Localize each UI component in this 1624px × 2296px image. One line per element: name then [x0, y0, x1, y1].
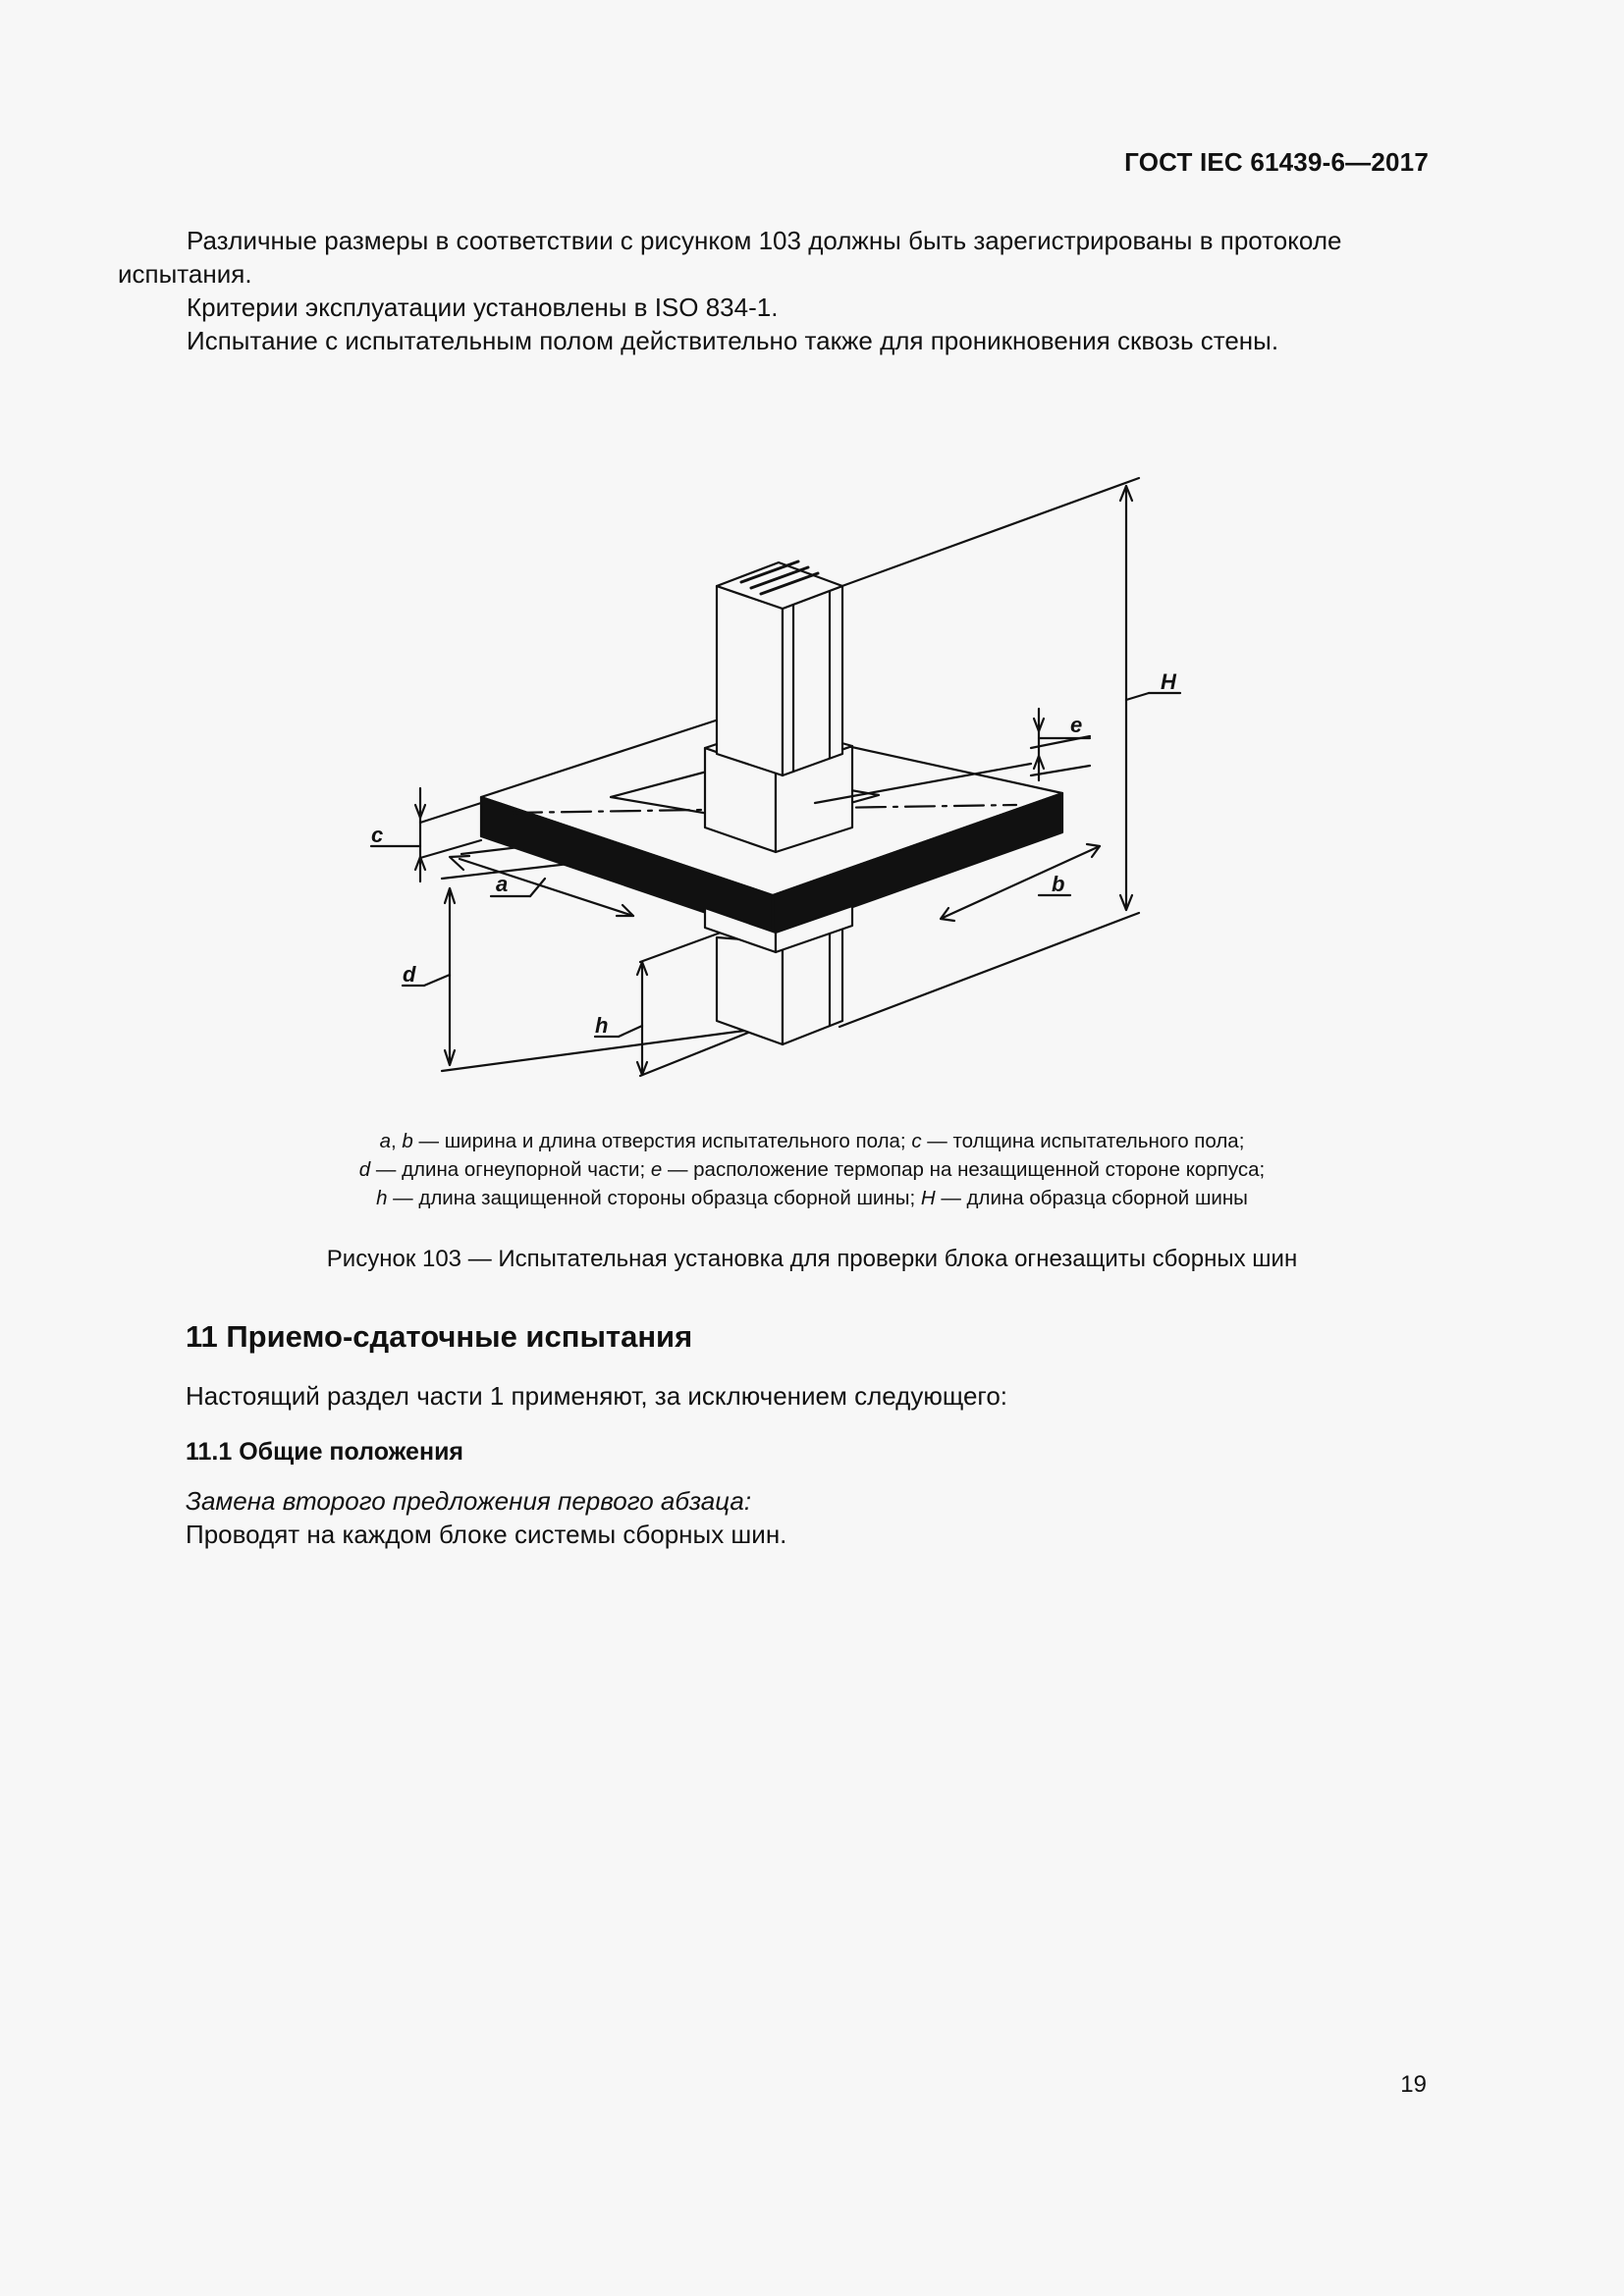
- busbar-lower-left: [717, 937, 783, 1044]
- extension-line-top: [839, 478, 1139, 587]
- extension-line-d-bottom: [442, 1031, 744, 1071]
- intro-paragraph-3: Испытание с испытательным полом действительно также для проникновения сквозь стены.: [187, 326, 1279, 355]
- label-c: c: [371, 823, 384, 847]
- label-h: h: [595, 1013, 609, 1038]
- subsection-heading: 11.1 Общие положения: [186, 1438, 464, 1466]
- section-heading: 11 Приемо-сдаточные испытания: [186, 1319, 693, 1354]
- legend-line-2: d — длина огнеупорной части; e — расположение термопар на незащищенной стороне корпуса;: [358, 1158, 1266, 1181]
- label-H: H: [1161, 669, 1176, 694]
- label-b: b: [1052, 872, 1065, 896]
- legend-line-3: h — длина защищенной стороны образца сборной шины; H — длина образца сборной шины: [376, 1187, 1248, 1209]
- intro-paragraph-1: Различные размеры в соответствии с рисунком 103 должны быть зарегистрированы в протоколе испытания.: [118, 226, 1342, 289]
- document-header: ГОСТ IEC 61439-6—2017: [1124, 147, 1429, 177]
- subsection-paragraph: Проводят на каждом блоке системы сборных шин.: [186, 1520, 787, 1549]
- busbar-upper-right: [783, 586, 842, 775]
- busbar-upper-left: [717, 586, 783, 775]
- figure-legend: [196, 1127, 1428, 1212]
- subsection-italic-note: Замена второго предложения первого абзаца:: [186, 1486, 752, 1516]
- section-paragraph: Настоящий раздел части 1 применяют, за исключением следующего:: [186, 1381, 1008, 1411]
- extension-line-c-bottom: [420, 840, 481, 858]
- label-d: d: [403, 962, 416, 987]
- extension-line-c-top: [420, 803, 481, 823]
- label-a: a: [496, 872, 509, 896]
- legend-line-1: a, b — ширина и длина отверстия испытательного пола; c — толщина испытательного пола;: [379, 1130, 1245, 1152]
- extension-line-bottom: [839, 913, 1139, 1027]
- page-number: 19: [1400, 2071, 1427, 2098]
- intro-paragraph-2: Критерии эксплуатации установлены в ISO 834-1.: [187, 293, 779, 322]
- label-e: e: [1070, 713, 1083, 737]
- figure-caption: Рисунок 103 — Испытательная установка для проверки блока огнезащиты сборных шин: [326, 1246, 1298, 1272]
